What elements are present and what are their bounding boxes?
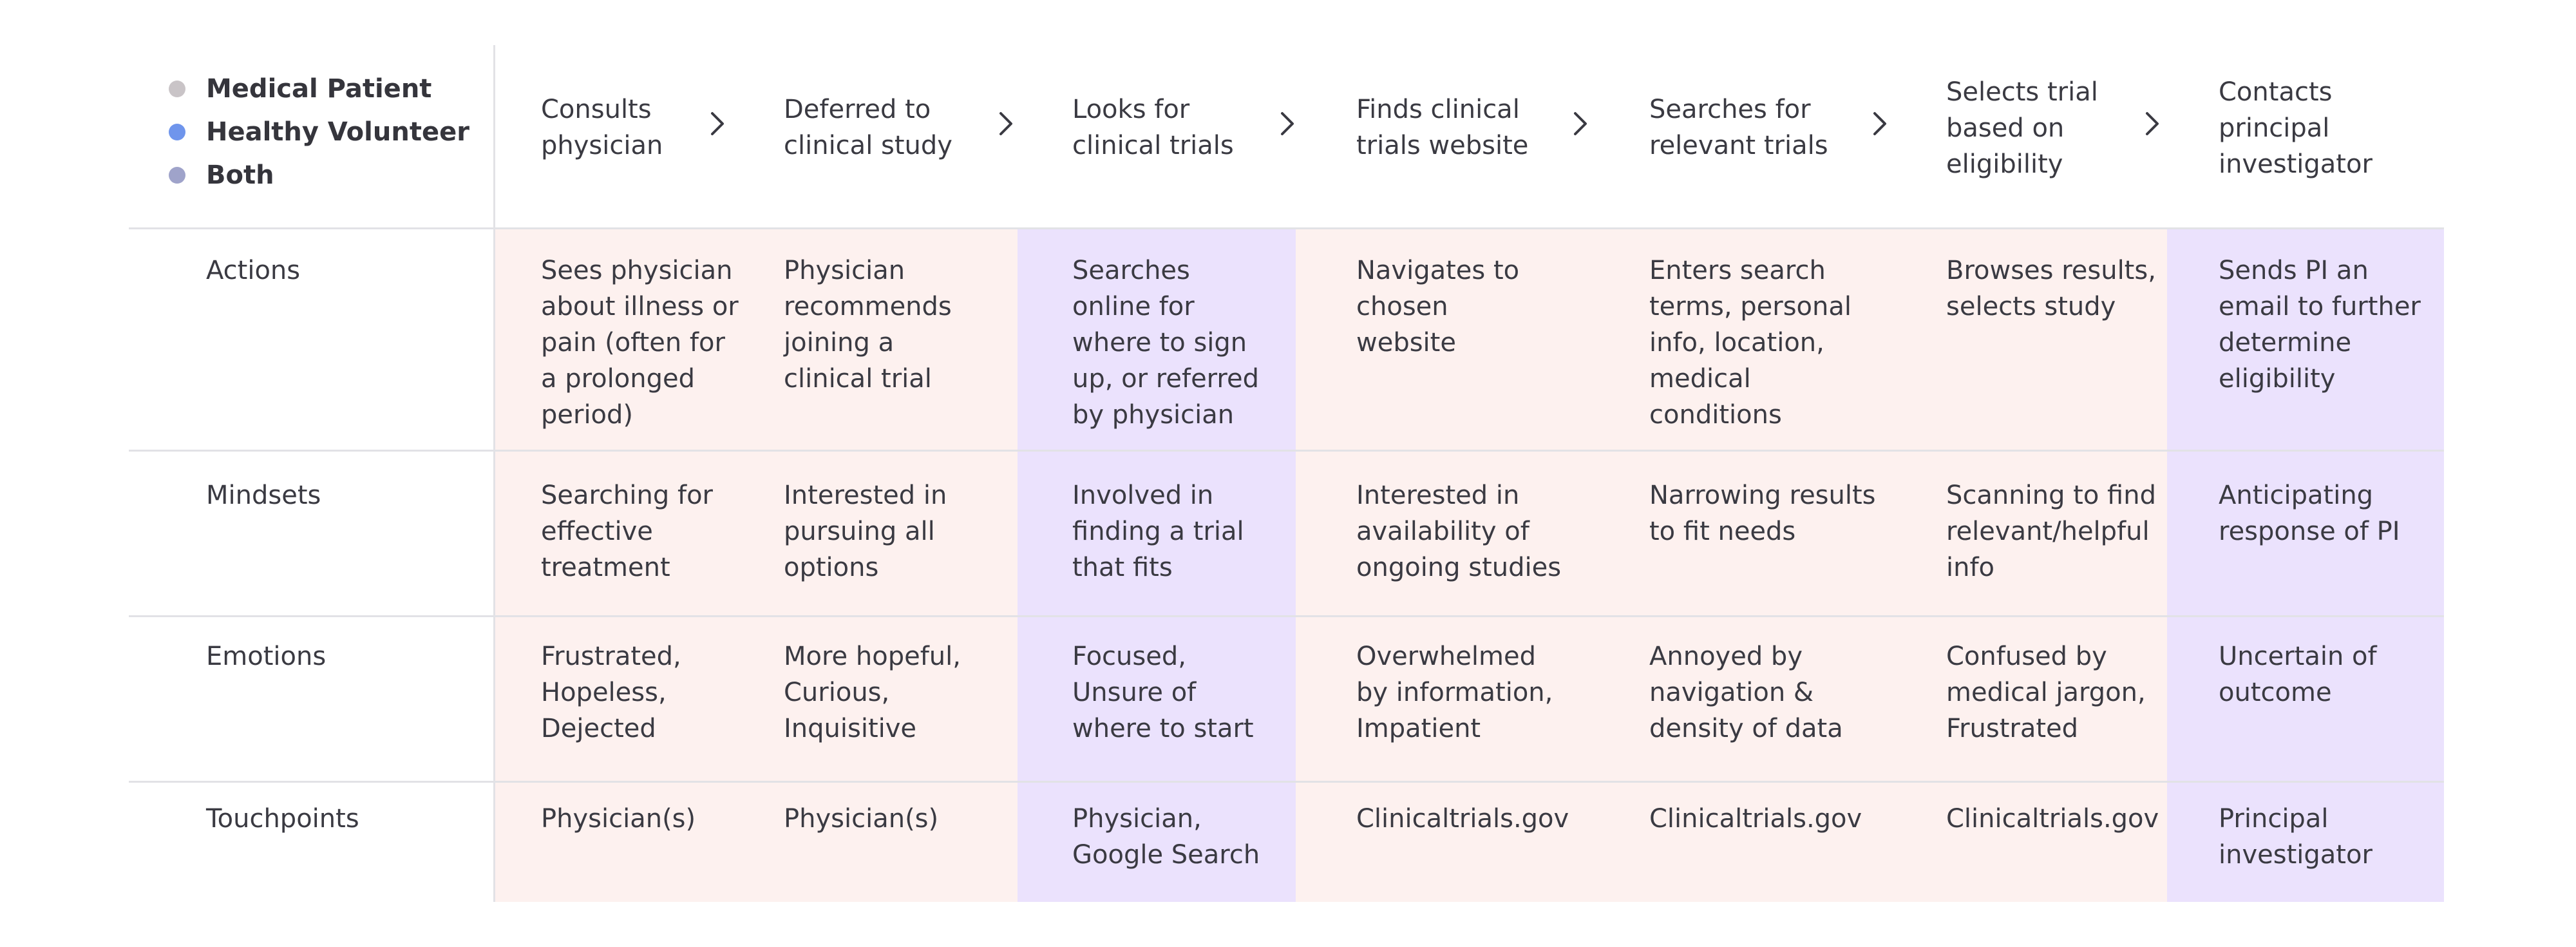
cell-touchpoints-2: Physician(s) [784, 804, 939, 834]
cell-mindsets-6: Scanning to find relevant/helpful info [1946, 481, 2156, 582]
cell-emotions-7: Uncertain of outcome [2219, 642, 2377, 707]
legend-dot-healthy-volunteer [169, 124, 185, 140]
legend-label-medical-patient: Medical Patient [206, 73, 432, 104]
cell-emotions-6: Confused by medical jargon, Frustrated [1946, 642, 2146, 743]
row-divider [129, 227, 2444, 229]
row-label-mindsets: Mindsets [206, 481, 321, 510]
step-label-1: Consults physician [541, 95, 663, 160]
cell-emotions-4: Overwhelmed by information, Impatient [1356, 642, 1553, 743]
cell-emotions-5: Annoyed by navigation & density of data [1649, 642, 1843, 743]
cell-touchpoints-7: Principal investigator [2219, 804, 2372, 870]
row-label-emotions: Emotions [206, 642, 327, 671]
legend-item-both [169, 153, 469, 196]
cell-mindsets-1: Searching for effective treatment [541, 481, 713, 582]
legend-label-healthy-volunteer: Healthy Volunteer [206, 117, 469, 147]
cell-touchpoints-6: Clinicaltrials.gov [1946, 804, 2159, 834]
cell-actions-2: Physician recommends joining a clinical trial [784, 256, 952, 394]
column-divider [493, 45, 495, 902]
legend-item-healthy-volunteer [169, 110, 469, 153]
cell-mindsets-5: Narrowing results to fit needs [1649, 481, 1876, 546]
legend-dot-medical-patient [169, 81, 185, 97]
step-label-6: Selects trial based on eligibility [1946, 77, 2098, 179]
chevron-right-icon [1571, 110, 1591, 138]
cell-actions-6: Browses results, selects study [1946, 256, 2156, 321]
cell-actions-7: Sends PI an email to further determine eligibility [2219, 256, 2421, 394]
row-divider [129, 781, 2444, 783]
step-label-3: Looks for clinical trials [1072, 95, 1234, 160]
step-label-7: Contacts principal investigator [2219, 77, 2372, 179]
cell-touchpoints-4: Clinicaltrials.gov [1356, 804, 1569, 834]
cell-actions-5: Enters search terms, personal info, location, medical conditions [1649, 256, 1852, 430]
cell-emotions-1: Frustrated, Hopeless, Dejected [541, 642, 681, 743]
cell-touchpoints-5: Clinicaltrials.gov [1649, 804, 1862, 834]
chevron-right-icon [1871, 110, 1890, 138]
cell-emotions-3: Focused, Unsure of where to start [1072, 642, 1254, 743]
cell-mindsets-4: Interested in availability of ongoing studies [1356, 481, 1562, 582]
cell-emotions-2: More hopeful, Curious, Inquisitive [784, 642, 961, 743]
row-label-touchpoints: Touchpoints [206, 804, 359, 834]
cell-actions-3: Searches online for where to sign up, or referred by physician [1072, 256, 1259, 430]
step-label-2: Deferred to clinical study [784, 95, 952, 160]
chevron-right-icon [997, 110, 1016, 138]
cell-touchpoints-1: Physician(s) [541, 804, 696, 834]
row-divider [129, 615, 2444, 617]
chevron-right-icon [1278, 110, 1298, 138]
chevron-right-icon [2143, 110, 2163, 138]
legend-item-medical-patient [169, 67, 469, 110]
row-label-actions: Actions [206, 256, 301, 285]
cell-mindsets-3: Involved in finding a trial that fits [1072, 481, 1244, 582]
cell-mindsets-2: Interested in pursuing all options [784, 481, 947, 582]
cell-actions-1: Sees physician about illness or pain (often for a prolonged period) [541, 256, 739, 430]
step-label-4: Finds clinical trials website [1356, 95, 1529, 160]
legend-label-both: Both [206, 160, 274, 190]
cell-touchpoints-3: Physician, Google Search [1072, 804, 1260, 870]
row-divider [129, 450, 2444, 452]
legend-dot-both [169, 167, 185, 184]
step-label-5: Searches for relevant trials [1649, 95, 1828, 160]
legend [169, 67, 469, 196]
cell-mindsets-7: Anticipating response of PI [2219, 481, 2400, 546]
cell-actions-4: Navigates to chosen website [1356, 256, 1520, 358]
chevron-right-icon [708, 110, 728, 138]
